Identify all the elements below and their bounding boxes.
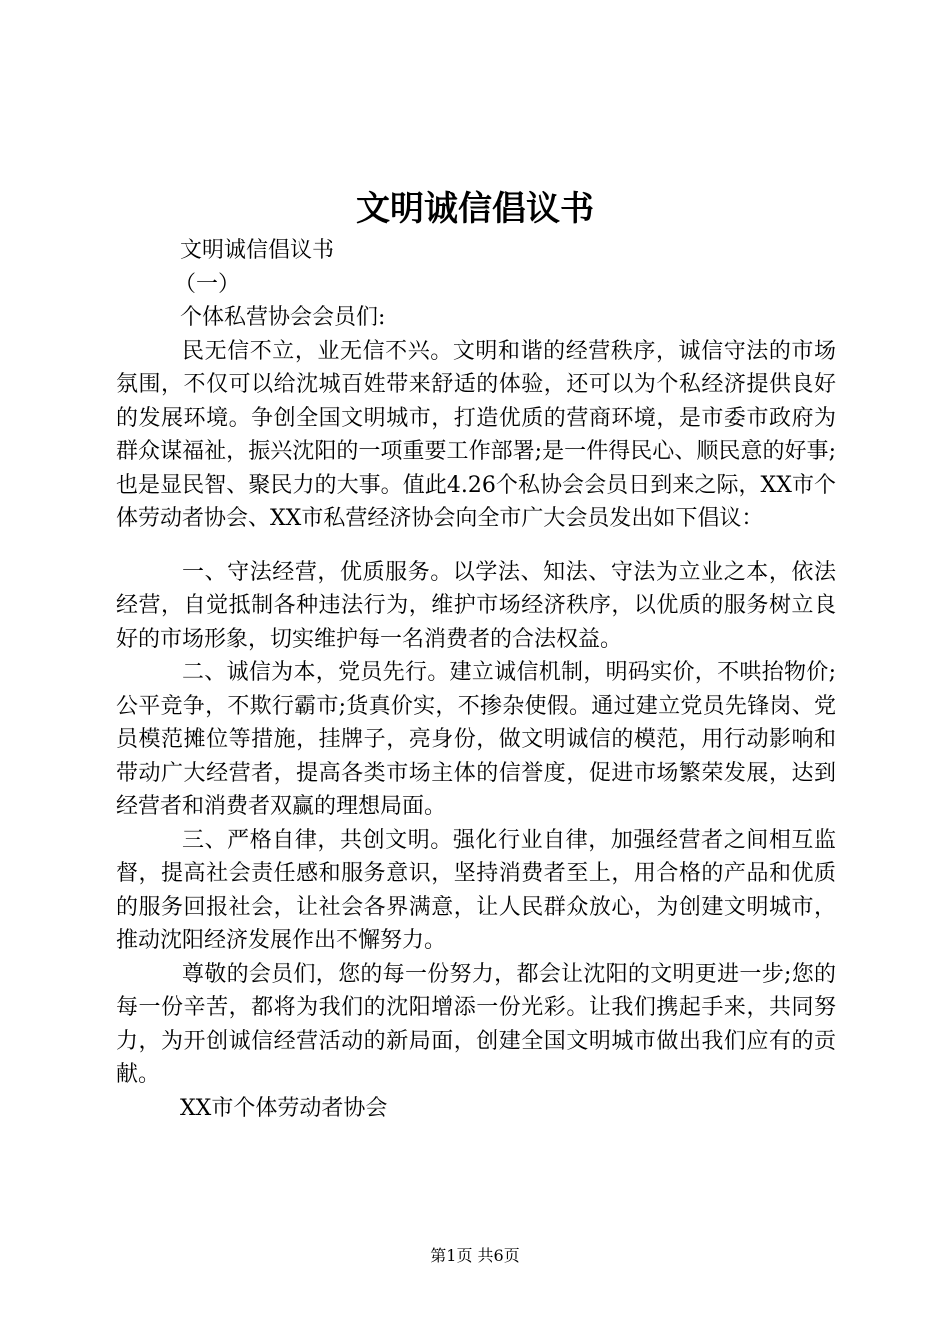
document-body bbox=[116, 234, 836, 1125]
salutation: 个体私营协会会员们: bbox=[180, 305, 386, 330]
section-number: （一） bbox=[174, 271, 241, 297]
document-subtitle: 文明诚信倡议书 bbox=[180, 238, 335, 263]
signature: XX市个体劳动者协会 bbox=[180, 1095, 388, 1121]
page-footer: 第1页 共6页 bbox=[430, 1246, 520, 1265]
paragraph-closing: 尊敬的会员们，您的每一份努力，都会让沈阳的文明更进一步;您的每一份辛苦，都将为我们的沈阳增添一份光彩。让我们携起手来，共同努力，为开创诚信经营活动的新局面，创建全国文明城市做出我们应有的贡献。 bbox=[116, 961, 836, 1087]
paragraph-proposal-2: 二、诚信为本，党员先行。建立诚信机制，明码实价，不哄抬物价;公平竞争，不欺行霸市;货真价实，不掺杂使假。通过建立党员先锋岗、党员模范摊位等措施，挂牌子，亮身份，做文明诚信的模范，用行动影响和带动广大经营者，提高各类市场主体的信誉度，促进市场繁荣发展，达到经营者和消费者双赢的理想局面。 bbox=[116, 660, 836, 819]
document-title: 文明诚信倡议书 bbox=[356, 189, 594, 229]
paragraph-proposal-3: 三、严格自律，共创文明。强化行业自律，加强经营者之间相互监督，提高社会责任感和服务意识，坚持消费者至上，用合格的产品和优质的服务回报社会，让社会各界满意，让人民群众放心，为创建文明城市，推动沈阳经济发展作出不懈努力。 bbox=[116, 827, 836, 953]
paragraph-proposal-1: 一、守法经营，优质服务。以学法、知法、守法为立业之本，依法经营，自觉抵制各种违法行为，维护市场经济秩序，以优质的服务树立良好的市场形象，切实维护每一名消费者的合法权益。 bbox=[116, 559, 836, 652]
paragraph-intro: 民无信不立，业无信不兴。文明和谐的经营秩序，诚信守法的市场氛围，不仅可以给沈城百姓带来舒适的体验，还可以为个私经济提供良好的发展环境。争创全国文明城市，打造优质的营商环境，是市委市政府为群众谋福祉，振兴沈阳的一项重要工作部署;是一件得民心、顺民意的好事;也是显民智、聚民力的大事。值此4.26个私协会会员日到来之际，XX市个体劳动者协会、XX市私营经济协会向全市广大会员发出如下倡议： bbox=[116, 338, 836, 531]
paragraph-gap bbox=[116, 536, 836, 556]
